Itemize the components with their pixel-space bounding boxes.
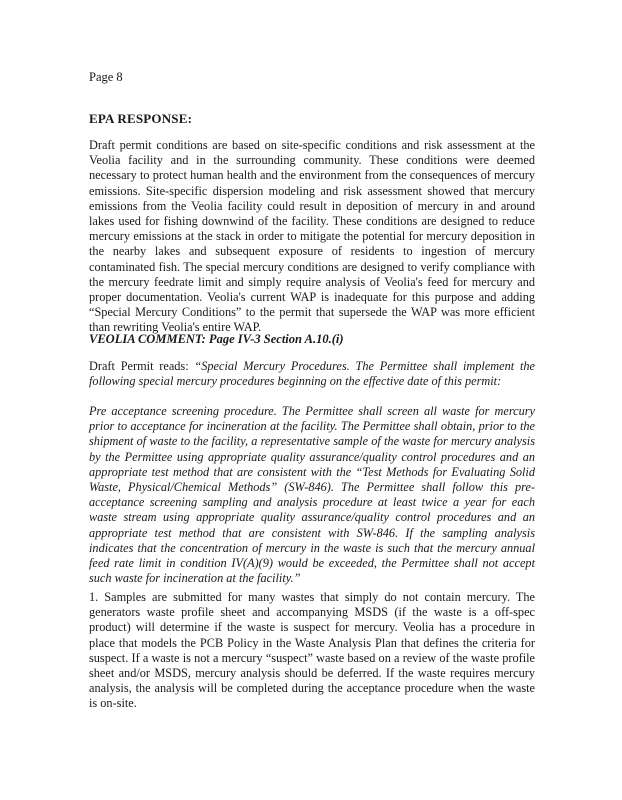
veolia-comment-heading: VEOLIA COMMENT: Page IV-3 Section A.10.(i) xyxy=(89,332,344,346)
draft-permit-reads-paragraph xyxy=(89,359,535,389)
draft-permit-reads-quote: “Special Mercury Procedures. The Permittee shall implement the following special mercury procedures beginning on the effective date of this permit: xyxy=(89,359,535,389)
epa-response-heading: EPA RESPONSE: xyxy=(89,111,193,126)
pre-acceptance-screening-paragraph: Pre acceptance screening procedure. The Permittee shall screen all waste for mercury prior to acceptance for incineration at the facility. The Permittee shall obtain, prior to the shipment of waste to the facility, a representative sample of the waste for mercury analysis by the Permittee using appropriate quality assurance/quality control procedures and an appropriate test method that are consistent with the “Test Methods for Evaluating Solid Waste, Physical/Chemical Methods” (SW-846). The Permittee shall follow this pre-acceptance screening sampling and analysis procedure at least twice a year for each waste stream using appropriate quality assurance/quality control procedures and an appropriate test method that are consistent with SW-846. If the sampling analysis indicates that the concentration of mercury in the waste is such that the mercury annual feed rate limit in condition IV(A)(9) would be exceeded, the Permittee shall not accept such waste for incineration at the facility.” xyxy=(89,404,535,586)
epa-response-paragraph: Draft permit conditions are based on site-specific conditions and risk assessment at the Veolia facility and in the surrounding community. These conditions were deemed necessary to protect human health and the environment from the consequences of mercury emissions. Site-specific dispersion modeling and risk assessment showed that mercury emissions from the Veolia facility could result in deposition of mercury in and around lakes used for fishing downwind of the facility. These conditions are designed to reduce mercury emissions at the stack in order to mitigate the potential for mercury deposition in the nearby lakes and subsequent exposure of residents to ingestion of mercury contaminated fish. The special mercury conditions are designed to verify compliance with the mercury feedrate limit and simply require analysis of Veolia's feed for mercury and proper documentation. Veolia's current WAP is inadequate for this purpose and adding “Special Mercury Conditions” to the permit that supersede the WAP was more efficient than rewriting Veolia's entire WAP. xyxy=(89,138,535,335)
veolia-reply-paragraph: 1. Samples are submitted for many wastes that simply do not contain mercury. The generators waste profile sheet and accompanying MSDS (if the waste is a off-spec product) will determine if the waste is suspect for mercury. Veolia has a procedure in place that models the PCB Policy in the Waste Analysis Plan that defines the criteria for suspect. If a waste is not a mercury “suspect” waste based on a review of the waste profile sheet and/or MSDS, mercury analysis should be deferred. If the waste requires mercury analysis, the analysis will be completed during the acceptance procedure when the waste is on-site. xyxy=(89,590,535,711)
draft-permit-reads-label: Draft Permit reads: xyxy=(89,359,195,373)
page-number: Page 8 xyxy=(89,70,123,84)
